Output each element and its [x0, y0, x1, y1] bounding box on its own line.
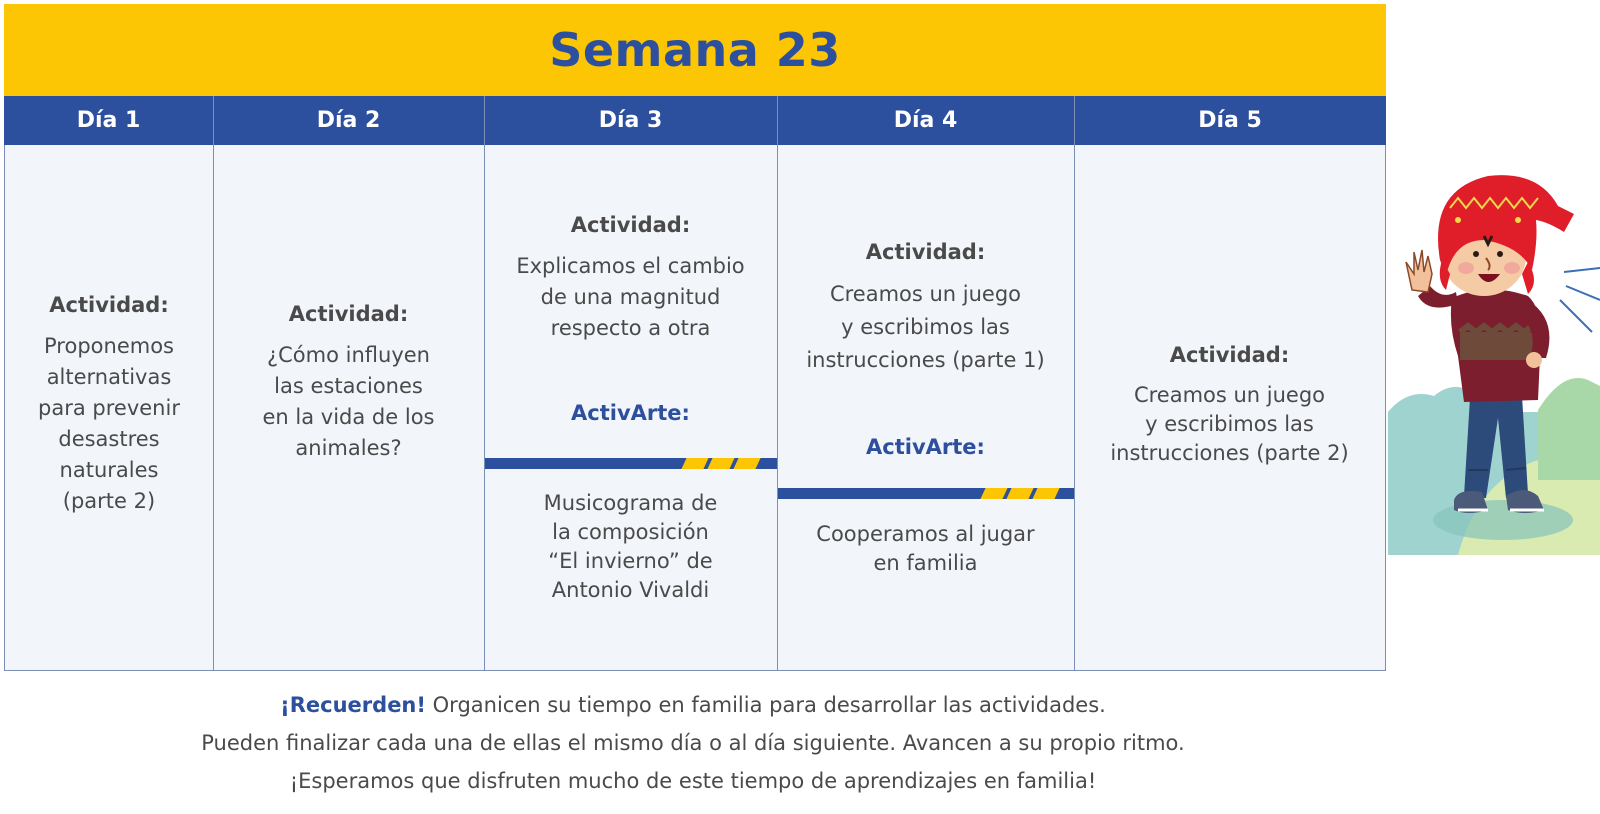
day-1-activity	[5, 293, 213, 517]
activity-label: Actividad:	[865, 240, 986, 264]
activarte-divider	[777, 488, 1074, 499]
activity-label: Actividad:	[570, 213, 691, 237]
footer-line-1	[0, 686, 1386, 724]
activity-line: de una magnitud	[540, 285, 721, 309]
activity-line: instrucciones (parte 2)	[1110, 441, 1349, 465]
footer-highlight: ¡Recuerden!	[280, 693, 426, 717]
activity-line: desastres	[58, 427, 160, 451]
activarte-line: “El invierno” de	[548, 549, 713, 573]
activarte-line: en familia	[873, 551, 978, 575]
activity-line: (parte 2)	[62, 489, 156, 513]
activity-line: y escribimos las	[841, 315, 1010, 339]
column-divider	[777, 96, 778, 671]
activity-label: Actividad:	[288, 302, 409, 326]
activarte-line: Antonio Vivaldi	[551, 578, 710, 602]
footer-line-3: ¡Esperamos que disfruten mucho de este tiempo de aprendizajes en familia!	[289, 769, 1097, 793]
activity-label: Actividad:	[49, 293, 169, 317]
activity-line: animales?	[295, 436, 402, 460]
footer-line-1-text: Organicen su tiempo en familia para desarrollar las actividades.	[425, 693, 1106, 717]
day-5-column	[1074, 145, 1386, 671]
child-illustration	[1388, 150, 1600, 560]
activity-line: Proponemos	[44, 334, 174, 358]
activity-line: en la vida de los	[262, 405, 435, 429]
day-3-activarte	[484, 489, 777, 605]
day-5-header: Día 5	[1074, 96, 1386, 145]
day-1-header: Día 1	[4, 96, 213, 145]
activity-line: las estaciones	[274, 374, 423, 398]
day-4-activarte	[777, 520, 1074, 578]
activity-line: Creamos un juego	[829, 282, 1022, 306]
day-5-activity	[1074, 343, 1385, 468]
day-4-column	[777, 145, 1074, 671]
activity-line: Explicamos el cambio	[516, 254, 745, 278]
day-3-header: Día 3	[484, 96, 777, 145]
footer-line-2: Pueden finalizar cada una de ellas el mismo día o al día siguiente. Avancen a su propio ritmo.	[201, 731, 1185, 755]
day-1-column	[4, 145, 213, 671]
day-4-activity	[777, 240, 1074, 377]
activity-line: alternativas	[46, 365, 172, 389]
day-3-column	[484, 145, 777, 671]
column-divider	[1074, 96, 1075, 671]
activity-label: Actividad:	[1169, 343, 1290, 367]
activity-line: ¿Cómo influyen	[267, 343, 430, 367]
activarte-line: la composición	[552, 520, 709, 544]
activarte-label: ActivArte:	[571, 401, 690, 425]
page-title: Semana 23	[549, 23, 841, 77]
day-4-header: Día 4	[777, 96, 1074, 145]
column-divider	[484, 96, 485, 671]
activity-line: instrucciones (parte 1)	[806, 348, 1045, 372]
title-bar	[4, 4, 1386, 96]
footer-note	[0, 686, 1386, 800]
day-2-activity	[213, 302, 484, 464]
day-2-column	[213, 145, 484, 671]
activarte-label: ActivArte:	[866, 435, 985, 459]
activarte-line: Cooperamos al jugar	[816, 522, 1035, 546]
column-divider	[213, 96, 214, 671]
activity-line: naturales	[59, 458, 159, 482]
activity-line: y escribimos las	[1145, 412, 1314, 436]
day-2-header: Día 2	[213, 96, 484, 145]
activity-line: para prevenir	[38, 396, 180, 420]
activarte-divider	[484, 458, 777, 469]
activity-line: respecto a otra	[550, 316, 711, 340]
day-3-activity	[484, 213, 777, 344]
activity-line: Creamos un juego	[1133, 383, 1326, 407]
activarte-line: Musicograma de	[543, 491, 718, 515]
